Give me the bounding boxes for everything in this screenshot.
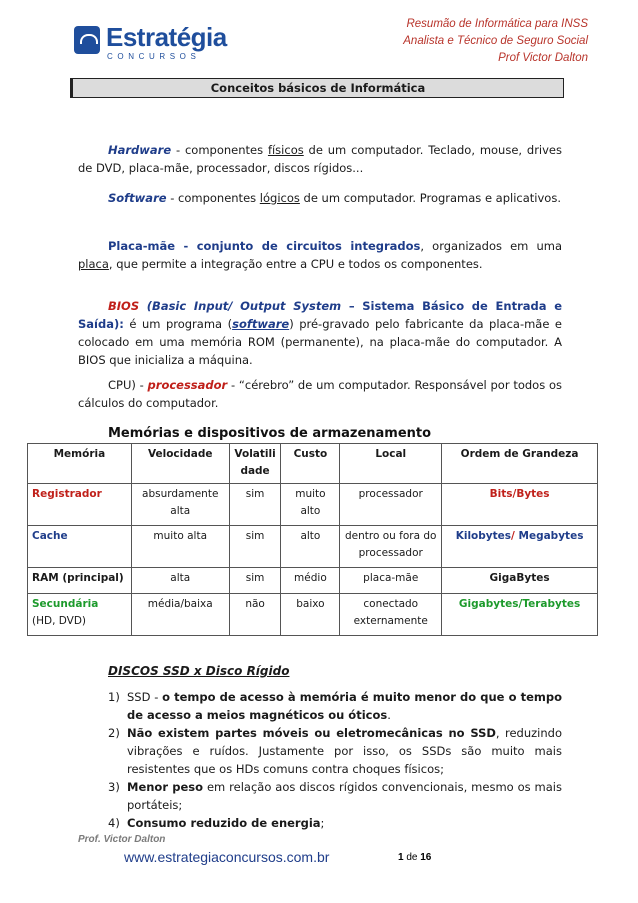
cell-speed: muito alta	[131, 526, 229, 568]
memory-table	[27, 443, 598, 636]
cell-volatile: não	[229, 594, 281, 636]
table-row	[28, 594, 598, 636]
placa-mae-paragraph	[78, 237, 562, 273]
table-header-row	[28, 444, 598, 484]
hardware-underlined: físicos	[267, 143, 304, 157]
bios-text-1: é um programa (	[123, 317, 233, 331]
header-line-2: Analista e Técnico de Seguro Social	[403, 35, 588, 47]
list-item	[108, 814, 562, 832]
software-term: Software	[108, 191, 167, 205]
cell-location: placa-mãe	[340, 568, 442, 594]
list-item	[108, 688, 562, 724]
list-item-text-c: em relação aos discos rígidos convencionais, mesmo os mais portáteis;	[127, 780, 562, 812]
cell-order	[442, 526, 598, 568]
cell-memory-name: RAM (principal)	[28, 568, 132, 594]
page-total: 16	[420, 852, 432, 863]
placa-underlined: placa	[78, 257, 109, 271]
list-item-number: 3)	[108, 780, 120, 794]
placa-mae-term: Placa-mãe - conjunto de circuitos integrados	[108, 239, 421, 253]
secundaria-label: Secundária	[32, 598, 99, 610]
software-underlined: lógicos	[259, 191, 300, 205]
secundaria-examples: (HD, DVD)	[32, 615, 87, 627]
software-paragraph	[78, 189, 562, 207]
order-megabytes: Megabytes	[518, 530, 584, 542]
estrategia-logo	[74, 22, 227, 62]
col-header-velocidade: Velocidade	[131, 444, 229, 484]
hardware-text-1: - componentes	[171, 143, 268, 157]
col-header-local: Local	[340, 444, 442, 484]
cell-memory-name: Cache	[28, 526, 132, 568]
list-item-bold: Não existem partes móveis ou eletromecânicas no SSD	[127, 726, 496, 740]
col-header-memoria: Memória	[28, 444, 132, 484]
cell-memory-name	[28, 594, 132, 636]
cell-location: processador	[340, 484, 442, 526]
list-item-text-c: , reduzindo vibrações e ruídos. Justamente por isso, os SSDs são muito mais resistentes que os HDs comuns contra choques físicos;	[127, 726, 562, 776]
footer-author: Prof. Victor Dalton	[78, 834, 166, 845]
bios-paragraph	[78, 297, 562, 369]
bios-term: BIOS	[108, 299, 140, 313]
list-item-number: 2)	[108, 726, 120, 740]
cpu-text-2: - “cérebro” de um computador. Responsável por todos os cálculos do computador.	[78, 378, 562, 410]
processador-term: processador	[147, 378, 228, 392]
memory-section-title: Memórias e dispositivos de armazenamento	[108, 426, 432, 441]
list-item	[108, 778, 562, 814]
list-item	[108, 724, 562, 778]
cell-order: GigaBytes	[442, 568, 598, 594]
page-number	[398, 852, 431, 863]
table-row	[28, 526, 598, 568]
list-item-bold: o tempo de acesso à memória é muito menor do que o tempo de acesso a meios magnéticos ou óticos	[127, 690, 563, 722]
bios-software-word: software	[232, 317, 290, 331]
list-item-text-c: ;	[320, 816, 325, 830]
list-item-text-a: SSD -	[127, 690, 163, 704]
placa-text-2: , que permite a integração entre a CPU e todos os componentes.	[108, 257, 483, 271]
cell-order: Gigabytes/Terabytes	[442, 594, 598, 636]
logo-name: Estratégia	[106, 22, 227, 52]
cell-volatile: sim	[229, 568, 281, 594]
table-row	[28, 568, 598, 594]
cpu-paragraph	[78, 376, 562, 412]
page-of: de	[403, 852, 421, 863]
placa-text-1: , organizados em uma	[420, 239, 562, 253]
hardware-term: Hardware	[108, 143, 172, 157]
ssd-section-title: DISCOS SSD x Disco Rígido	[108, 664, 290, 678]
header-course-info	[403, 16, 588, 67]
cell-location: dentro ou fora do processador	[340, 526, 442, 568]
bios-expansion: (Basic Input/ Output System	[139, 299, 342, 313]
cell-memory-name: Registrador	[28, 484, 132, 526]
list-item-bold: Menor peso	[127, 780, 204, 794]
cell-cost: baixo	[281, 594, 340, 636]
software-text-1: - componentes	[166, 191, 260, 205]
col-header-ordem: Ordem de Grandeza	[442, 444, 598, 484]
header-line-3: Prof Victor Dalton	[498, 52, 588, 64]
header-line-1: Resumão de Informática para INSS	[406, 18, 588, 30]
order-separator: /	[511, 530, 519, 542]
cell-speed: alta	[131, 568, 229, 594]
list-item-number: 1)	[108, 690, 120, 704]
bios-translation: – Sistema Básico de Entrada e Saída):	[78, 299, 562, 331]
cell-volatile: sim	[229, 484, 281, 526]
software-text-2: de um computador. Programas e aplicativos.	[299, 191, 561, 205]
list-item-bold: Consumo reduzido de energia	[127, 816, 321, 830]
list-item-number: 4)	[108, 816, 120, 830]
cell-location: conectado externamente	[340, 594, 442, 636]
order-kilobytes: Kilobytes	[455, 530, 512, 542]
cell-cost: alto	[281, 526, 340, 568]
bios-text-2: ) pré-gravado pelo fabricante da placa-mãe e colocado em uma memória ROM (permanente), na placa-mãe do computador. A BIOS que inicializa a máquina.	[78, 317, 562, 367]
footer-website-link[interactable]: www.estrategiaconcursos.com.br	[124, 849, 330, 865]
ssd-list	[108, 688, 562, 832]
cell-cost: muito alto	[281, 484, 340, 526]
hardware-paragraph	[78, 141, 562, 177]
hardware-text-2: de um computador. Teclado, mouse, drives de DVD, placa-mãe, processador, discos rígidos...	[78, 143, 562, 175]
table-row	[28, 484, 598, 526]
cell-order: Bits/Bytes	[442, 484, 598, 526]
cell-volatile: sim	[229, 526, 281, 568]
list-item-text-c: .	[387, 708, 391, 722]
col-header-custo: Custo	[281, 444, 340, 484]
cpu-text-1: CPU) -	[108, 378, 148, 392]
cell-cost: médio	[281, 568, 340, 594]
page-title: Conceitos básicos de Informática	[70, 78, 564, 98]
col-header-volatilidade: Volatilidade	[229, 444, 281, 484]
page-current: 1	[398, 852, 404, 863]
cell-speed: absurdamente alta	[131, 484, 229, 526]
owl-logo-icon	[74, 26, 100, 54]
logo-subtitle: CONCURSOS	[107, 52, 201, 61]
cell-speed: média/baixa	[131, 594, 229, 636]
